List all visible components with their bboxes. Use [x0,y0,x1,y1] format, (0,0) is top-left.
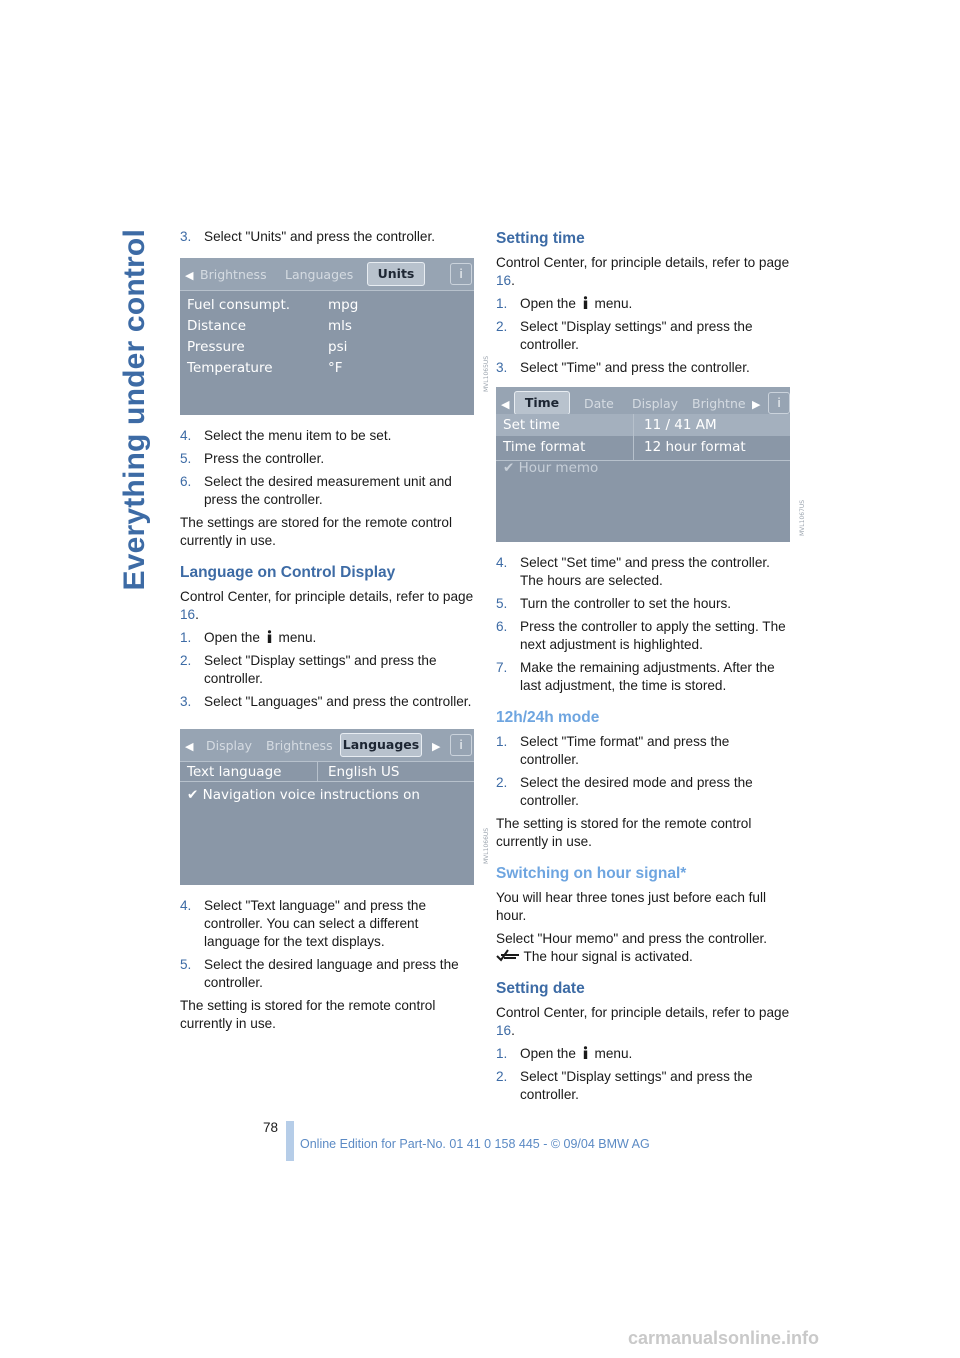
side-title [118,229,158,1029]
date-intro: Control Center, for principle details, refer to page 16. [496,1005,790,1038]
tab-brightness[interactable]: Brightness [200,267,267,282]
units-screen-tabbar [180,258,474,291]
page-number: 78 [263,1120,279,1135]
left-arrow-icon: ◀ [501,398,510,411]
mode-step-1: 1. Select "Time format" and press the controller. [496,734,730,767]
lang-intro: Control Center, for principle details, refer to page 16. [180,589,474,622]
tab-display[interactable]: Display [632,396,679,411]
tab-display[interactable]: Display [206,738,253,753]
left-arrow-icon: ◀ [185,269,194,282]
page-link[interactable]: 16 [496,273,512,288]
lang-note: The setting is stored for the remote control currently in use. [180,998,436,1031]
date-step-2: 2. Select "Display settings" and press the controller. [496,1069,753,1102]
divider [633,414,634,460]
divider [180,781,474,782]
time-step-1: 1. Open the menu. [496,296,633,311]
step-3-units: 3. Select "Units" and press the controller. [180,229,436,244]
lang-step-5: 5. Select the desired language and press the controller. [180,957,459,990]
right-arrow-icon: ▶ [752,398,761,411]
info-menu-icon [266,630,273,643]
info-menu-icon [582,296,589,309]
lang-heading: Language on Control Display [180,564,396,581]
watermark: carmanualsonline.info [628,1328,820,1348]
time-screen [496,387,790,542]
nav-voice-row[interactable]: ✔ Navigation voice instructions on [187,787,420,803]
right-arrow-icon: ▶ [432,740,441,753]
tab-languages[interactable]: Languages [340,733,422,757]
row-distance-value: mls [328,318,352,334]
languages-screen-tabbar [180,729,474,762]
mode-step-2: 2. Select the desired mode and press the controller. [496,775,753,808]
left-arrow-icon: ◀ [185,740,194,753]
tab-units[interactable]: Units [367,262,425,286]
languages-screen [180,729,474,885]
time-step-6: 6. Press the controller to apply the setting. The next adjustment is highlighted. [496,619,786,652]
mode-heading: 12h/24h mode [496,709,600,726]
signal-p2: Select "Hour memo" and press the controller. The hour signal is activated. [496,931,768,964]
time-step-3: 3. Select "Time" and press the controller. [496,360,750,375]
row-fuel-value: mpg [328,297,359,313]
info-menu-icon [582,1046,589,1059]
step-6-units: 6. Select the desired measurement unit and press the controller. [180,474,452,507]
right-column [496,228,806,1109]
row-temperature-label[interactable]: Temperature [187,360,273,376]
image-code: MVL1065US [483,355,490,392]
info-updown-icon[interactable]: i [450,734,472,756]
info-updown-icon[interactable]: i [450,263,472,285]
tab-time[interactable]: Time [514,391,570,415]
left-column [180,228,490,1038]
row-pressure-value: psi [328,339,348,355]
text-language-label[interactable]: Text language [187,764,282,780]
set-time-value: 11 / 41 AM [644,417,717,433]
time-step-5: 5. Turn the controller to set the hours. [496,596,732,611]
signal-p1: You will hear three tones just before each full hour. [496,890,767,923]
info-updown-icon[interactable]: i [768,392,790,414]
row-pressure-label[interactable]: Pressure [187,339,245,355]
divider [317,761,318,781]
lang-step-3: 3. Select "Languages" and press the controller. [180,694,472,709]
tab-brightness[interactable]: Brightness [266,738,333,753]
tab-languages[interactable]: Languages [285,267,354,282]
tab-brightness[interactable]: Brightne [692,396,746,411]
mode-note: The setting is stored for the remote control currently in use. [496,816,752,849]
image-code: MVL1066US [483,827,490,864]
time-intro: Control Center, for principle details, refer to page 16. [496,255,790,288]
image-code: MVL1067US [799,499,806,536]
time-step-2: 2. Select "Display settings" and press the controller. [496,319,753,352]
page-link[interactable]: 16 [496,1023,512,1038]
time-heading: Setting time [496,230,585,247]
step-5-units: 5. Press the controller. [180,451,325,466]
units-screen [180,258,474,415]
signal-heading: Switching on hour signal* [496,865,687,882]
tab-date[interactable]: Date [584,396,614,411]
page-link[interactable]: 16 [180,607,196,622]
step-4-units: 4. Select the menu item to be set. [180,428,392,443]
date-heading: Setting date [496,980,585,997]
row-fuel-label[interactable]: Fuel consumpt. [187,297,291,313]
lang-step-4: 4. Select "Text language" and press the controller. You can select a different language for the text displays. [180,898,427,949]
footer-text: Online Edition for Part-No. 01 41 0 158 445 - © 09/04 BMW AG [300,1137,650,1151]
side-title-text: Everything under control [118,229,151,591]
text-language-value: English US [328,764,400,780]
hour-memo-row[interactable]: ✔ Hour memo [503,460,599,476]
check-icon: ✔ [503,460,515,476]
time-step-4: 4. Select "Set time" and press the controller. The hours are selected. [496,555,770,588]
set-time-label[interactable]: Set time [503,417,560,433]
row-temperature-value: °F [328,360,343,376]
lang-step-2: 2. Select "Display settings" and press the controller. [180,653,437,686]
time-format-label[interactable]: Time format [503,439,586,455]
date-step-1: 1. Open the menu. [496,1046,633,1061]
time-step-7: 7. Make the remaining adjustments. After the last adjustment, the time is stored. [496,660,775,693]
footer-bar [286,1121,294,1161]
check-memo-icon [496,949,520,962]
check-icon: ✔ [187,787,199,803]
time-format-value: 12 hour format [644,439,746,455]
units-note: The settings are stored for the remote control currently in use. [180,515,453,548]
lang-step-1: 1. Open the menu. [180,630,317,645]
row-distance-label[interactable]: Distance [187,318,247,334]
